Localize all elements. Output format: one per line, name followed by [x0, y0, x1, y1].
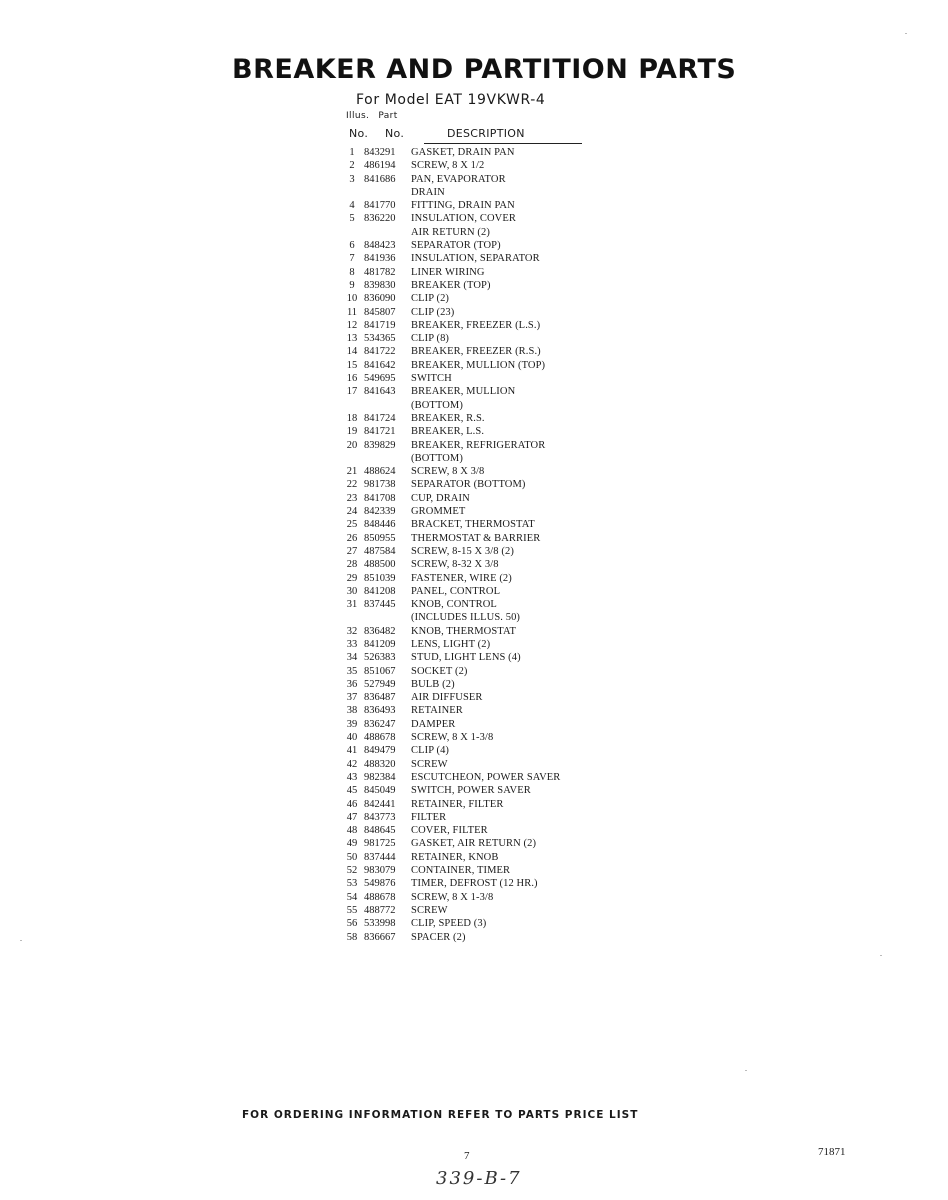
table-row	[343, 798, 603, 811]
description-line: LENS, LIGHT (2)	[411, 638, 491, 650]
description-line-continued: (BOTTOM)	[411, 452, 463, 464]
description-line: GROMMET	[411, 506, 466, 518]
illus-number: 27	[346, 545, 358, 557]
illus-number: 25	[346, 519, 358, 531]
illus-number: 42	[346, 758, 358, 770]
illus-number: 14	[346, 346, 358, 358]
part-description	[411, 638, 603, 651]
table-row	[343, 824, 603, 837]
description-line: COVER, FILTER	[411, 825, 488, 837]
illus-number: 35	[346, 665, 358, 677]
description-line: AIR DIFFUSER	[411, 692, 483, 704]
part-number: 851067	[364, 665, 396, 677]
table-row	[343, 851, 603, 864]
part-description	[411, 159, 603, 172]
part-description	[411, 532, 603, 545]
illus-number: 31	[346, 599, 358, 611]
description-line: CLIP, SPEED (3)	[411, 918, 487, 930]
part-description	[411, 744, 603, 757]
part-description	[411, 292, 603, 305]
part-number: 848645	[364, 825, 396, 837]
table-row	[343, 638, 603, 651]
description-line: CONTAINER, TIMER	[411, 865, 511, 877]
illus-number: 34	[346, 652, 358, 664]
table-row	[343, 744, 603, 757]
part-number: 841770	[364, 200, 396, 212]
table-row	[343, 252, 603, 265]
illus-no-header: No.	[349, 127, 369, 140]
illus-number: 15	[346, 359, 358, 371]
header-rule	[424, 143, 582, 144]
part-number: 488624	[364, 466, 396, 478]
description-line: GASKET, AIR RETURN (2)	[411, 838, 537, 850]
table-row	[343, 718, 603, 731]
description-line: CLIP (4)	[411, 745, 450, 757]
description-line: RETAINER, KNOB	[411, 851, 499, 863]
part-number: 487584	[364, 545, 396, 557]
table-row	[343, 146, 603, 159]
ordering-footer: FOR ORDERING INFORMATION REFER TO PARTS PRICE LIST	[242, 1109, 639, 1121]
part-number: 841208	[364, 585, 396, 597]
part-description	[411, 811, 603, 824]
part-number: 842339	[364, 506, 396, 518]
table-row	[343, 279, 603, 292]
part-description	[411, 199, 603, 212]
illus-number: 17	[346, 386, 358, 398]
illus-number: 20	[346, 439, 358, 451]
part-description	[411, 877, 603, 890]
description-line: SEPARATOR (BOTTOM)	[411, 479, 526, 491]
part-description	[411, 558, 603, 571]
part-number: 841936	[364, 253, 396, 265]
part-number: 837444	[364, 851, 396, 863]
part-number: 549876	[364, 878, 396, 890]
table-row	[343, 345, 603, 358]
table-row	[343, 359, 603, 372]
illus-number: 38	[346, 705, 358, 717]
table-row	[343, 931, 603, 944]
illus-number: 55	[346, 904, 358, 916]
illus-number: 24	[346, 506, 358, 518]
description-line: BREAKER, REFRIGERATOR	[411, 439, 546, 451]
part-description	[411, 425, 603, 438]
description-line: TIMER, DEFROST (12 HR.)	[411, 878, 538, 890]
part-description	[411, 306, 603, 319]
description-line: SCREW, 8-15 X 3/8 (2)	[411, 545, 514, 557]
column-header-top	[346, 111, 407, 121]
illus-number: 56	[346, 918, 358, 930]
part-number: 841724	[364, 412, 396, 424]
description-line: CUP, DRAIN	[411, 492, 470, 504]
table-row	[343, 877, 603, 890]
illus-number: 10	[346, 293, 358, 305]
description-line: SCREW, 8-32 X 3/8	[411, 559, 499, 571]
part-description	[411, 492, 603, 505]
part-description	[411, 731, 603, 744]
page-number: 7	[464, 1150, 470, 1162]
part-number: 837445	[364, 599, 396, 611]
part-description	[411, 385, 603, 412]
part-description	[411, 824, 603, 837]
illus-number: 49	[346, 838, 358, 850]
part-number: 841643	[364, 386, 396, 398]
description-line: SPACER (2)	[411, 931, 466, 943]
table-row	[343, 439, 603, 466]
table-row	[343, 585, 603, 598]
illus-number: 52	[346, 865, 358, 877]
table-row	[343, 758, 603, 771]
description-line: BULB (2)	[411, 678, 455, 690]
description-line-continued: (BOTTOM)	[411, 399, 463, 411]
part-description	[411, 518, 603, 531]
table-row	[343, 505, 603, 518]
illus-number: 2	[349, 160, 355, 172]
description-line: CLIP (2)	[411, 293, 450, 305]
part-number: 850955	[364, 532, 396, 544]
description-line: LINER WIRING	[411, 266, 485, 278]
part-no-header: No.	[385, 127, 405, 140]
illus-number: 11	[346, 306, 358, 318]
part-number: 526383	[364, 652, 396, 664]
part-description	[411, 332, 603, 345]
part-number: 841686	[364, 173, 396, 185]
part-description	[411, 505, 603, 518]
part-description	[411, 212, 603, 239]
part-description	[411, 864, 603, 877]
part-number: 836667	[364, 931, 396, 943]
scan-speck	[880, 955, 882, 956]
description-header: DESCRIPTION	[447, 127, 525, 140]
part-number: 841719	[364, 319, 396, 331]
table-row	[343, 518, 603, 531]
description-line: KNOB, THERMOSTAT	[411, 625, 516, 637]
table-row	[343, 319, 603, 332]
part-number: 488320	[364, 758, 396, 770]
illus-number: 22	[346, 479, 358, 491]
part-number: 836247	[364, 718, 396, 730]
illus-number: 16	[346, 373, 358, 385]
part-number: 534365	[364, 333, 396, 345]
illus-number: 26	[346, 532, 358, 544]
model-subtitle: For Model EAT 19VKWR-4	[356, 92, 546, 108]
table-row	[343, 598, 603, 625]
illus-number: 54	[346, 891, 358, 903]
part-number: 841708	[364, 492, 396, 504]
table-row	[343, 199, 603, 212]
illus-number: 18	[346, 412, 358, 424]
table-row	[343, 704, 603, 717]
table-row	[343, 678, 603, 691]
table-row	[343, 465, 603, 478]
description-line: SCREW, 8 X 3/8	[411, 466, 485, 478]
part-description	[411, 784, 603, 797]
part-description	[411, 319, 603, 332]
description-line: SCREW	[411, 904, 448, 916]
part-number: 851039	[364, 572, 396, 584]
part-description	[411, 412, 603, 425]
table-row	[343, 771, 603, 784]
table-row	[343, 478, 603, 491]
illus-number: 53	[346, 878, 358, 890]
table-row	[343, 412, 603, 425]
table-row	[343, 532, 603, 545]
illus-number: 43	[346, 771, 358, 783]
part-number: 843773	[364, 811, 396, 823]
description-line: ESCUTCHEON, POWER SAVER	[411, 771, 561, 783]
part-description	[411, 758, 603, 771]
illus-number: 33	[346, 638, 358, 650]
illus-number: 47	[346, 811, 358, 823]
part-number: 848423	[364, 240, 396, 252]
description-line: BREAKER, L.S.	[411, 426, 485, 438]
part-number: 486194	[364, 160, 396, 172]
description-line: FITTING, DRAIN PAN	[411, 200, 515, 212]
part-number: 841721	[364, 426, 396, 438]
table-row	[343, 784, 603, 797]
description-line: BREAKER, MULLION	[411, 386, 516, 398]
table-row	[343, 292, 603, 305]
part-description	[411, 625, 603, 638]
description-line: STUD, LIGHT LENS (4)	[411, 652, 521, 664]
illus-number: 4	[349, 200, 355, 212]
description-line: FASTENER, WIRE (2)	[411, 572, 512, 584]
part-number: 527949	[364, 678, 396, 690]
description-line: CLIP (23)	[411, 306, 455, 318]
description-line: RETAINER	[411, 705, 463, 717]
part-description	[411, 478, 603, 491]
illus-number: 37	[346, 692, 358, 704]
part-description	[411, 345, 603, 358]
illus-number: 46	[346, 798, 358, 810]
part-description	[411, 545, 603, 558]
part-number: 839829	[364, 439, 396, 451]
table-row	[343, 332, 603, 345]
part-description	[411, 651, 603, 664]
table-row	[343, 625, 603, 638]
description-line: SCREW	[411, 758, 448, 770]
table-row	[343, 492, 603, 505]
part-description	[411, 598, 603, 625]
part-number: 533998	[364, 918, 396, 930]
part-number: 842441	[364, 798, 396, 810]
part-description	[411, 678, 603, 691]
page-title: BREAKER AND PARTITION PARTS	[232, 54, 737, 85]
part-label: Part	[378, 111, 398, 121]
handwritten-annotation: 339-B-7	[436, 1168, 522, 1189]
description-line: BRACKET, THERMOSTAT	[411, 519, 535, 531]
description-line: BREAKER, R.S.	[411, 412, 485, 424]
illus-number: 23	[346, 492, 358, 504]
table-row	[343, 159, 603, 172]
table-row	[343, 891, 603, 904]
table-row	[343, 545, 603, 558]
part-number: 841209	[364, 638, 396, 650]
part-number: 841642	[364, 359, 396, 371]
part-description	[411, 665, 603, 678]
part-number: 982384	[364, 771, 396, 783]
part-description	[411, 252, 603, 265]
part-number: 549695	[364, 373, 396, 385]
part-description	[411, 585, 603, 598]
illus-label: Illus.	[346, 111, 370, 121]
part-description	[411, 359, 603, 372]
part-description	[411, 837, 603, 850]
table-row	[343, 266, 603, 279]
description-line: CLIP (8)	[411, 333, 450, 345]
illus-number: 8	[349, 266, 355, 278]
illus-number: 21	[346, 466, 358, 478]
parts-list	[343, 146, 603, 944]
description-line: FILTER	[411, 811, 447, 823]
description-line-continued: (INCLUDES ILLUS. 50)	[411, 612, 521, 624]
part-number: 845049	[364, 785, 396, 797]
scan-speck	[745, 1070, 747, 1071]
part-description	[411, 572, 603, 585]
table-row	[343, 173, 603, 200]
part-number: 836220	[364, 213, 396, 225]
part-number: 983079	[364, 865, 396, 877]
description-line-continued: DRAIN	[411, 186, 445, 198]
part-number: 845807	[364, 306, 396, 318]
description-line: PANEL, CONTROL	[411, 585, 501, 597]
part-number: 488678	[364, 732, 396, 744]
description-line: BREAKER, FREEZER (L.S.)	[411, 319, 541, 331]
description-line: THERMOSTAT & BARRIER	[411, 532, 541, 544]
scan-speck	[905, 33, 907, 34]
illus-number: 41	[346, 745, 358, 757]
illus-number: 6	[349, 240, 355, 252]
part-description	[411, 439, 603, 466]
table-row	[343, 864, 603, 877]
table-row	[343, 212, 603, 239]
column-header	[349, 127, 583, 143]
illus-number: 19	[346, 426, 358, 438]
description-line: BREAKER, MULLION (TOP)	[411, 359, 546, 371]
table-row	[343, 665, 603, 678]
illus-number: 1	[349, 147, 355, 158]
illus-number: 45	[346, 785, 358, 797]
description-line: SCREW, 8 X 1/2	[411, 160, 485, 172]
table-row	[343, 811, 603, 824]
illus-number: 9	[349, 279, 355, 291]
description-line: SOCKET (2)	[411, 665, 468, 677]
part-number: 843291	[364, 147, 396, 158]
document-number: 71871	[818, 1146, 846, 1158]
illus-number: 48	[346, 825, 358, 837]
part-description	[411, 931, 603, 944]
part-number: 848446	[364, 519, 396, 531]
part-description	[411, 266, 603, 279]
part-number: 849479	[364, 745, 396, 757]
part-number: 836493	[364, 705, 396, 717]
part-number: 488678	[364, 891, 396, 903]
description-line: SCREW, 8 X 1-3/8	[411, 732, 494, 744]
part-number: 981725	[364, 838, 396, 850]
description-line: GASKET, DRAIN PAN	[411, 147, 515, 158]
illus-number: 30	[346, 585, 358, 597]
illus-number: 40	[346, 732, 358, 744]
description-line: PAN, EVAPORATOR	[411, 173, 506, 185]
table-row	[343, 425, 603, 438]
part-description	[411, 798, 603, 811]
illus-number: 32	[346, 625, 358, 637]
part-number: 836090	[364, 293, 396, 305]
description-line: BREAKER, FREEZER (R.S.)	[411, 346, 541, 358]
description-line: BREAKER (TOP)	[411, 279, 491, 291]
part-number: 841722	[364, 346, 396, 358]
table-row	[343, 372, 603, 385]
illus-number: 39	[346, 718, 358, 730]
part-description	[411, 718, 603, 731]
part-description	[411, 891, 603, 904]
table-row	[343, 904, 603, 917]
illus-number: 58	[346, 931, 358, 943]
part-description	[411, 279, 603, 292]
part-description	[411, 465, 603, 478]
table-row	[343, 558, 603, 571]
part-description	[411, 704, 603, 717]
description-line: INSULATION, COVER	[411, 213, 516, 225]
part-description	[411, 146, 603, 159]
description-line: KNOB, CONTROL	[411, 599, 497, 611]
part-description	[411, 771, 603, 784]
part-number: 836487	[364, 692, 396, 704]
table-row	[343, 239, 603, 252]
illus-number: 13	[346, 333, 358, 345]
description-line-continued: AIR RETURN (2)	[411, 226, 490, 238]
description-line: SWITCH	[411, 373, 452, 385]
table-row	[343, 837, 603, 850]
table-row	[343, 306, 603, 319]
part-description	[411, 691, 603, 704]
part-number: 481782	[364, 266, 396, 278]
part-number: 981738	[364, 479, 396, 491]
part-number: 836482	[364, 625, 396, 637]
table-row	[343, 917, 603, 930]
part-description	[411, 917, 603, 930]
scan-speck	[20, 940, 22, 941]
illus-number: 5	[349, 213, 355, 225]
part-description	[411, 239, 603, 252]
part-description	[411, 904, 603, 917]
illus-number: 28	[346, 559, 358, 571]
table-row	[343, 572, 603, 585]
table-row	[343, 691, 603, 704]
table-row	[343, 651, 603, 664]
part-number: 488500	[364, 559, 396, 571]
part-number: 839830	[364, 279, 396, 291]
illus-number: 12	[346, 319, 358, 331]
description-line: SCREW, 8 X 1-3/8	[411, 891, 494, 903]
part-description	[411, 173, 603, 200]
illus-number: 3	[349, 173, 355, 185]
illus-number: 36	[346, 678, 358, 690]
part-description	[411, 372, 603, 385]
part-description	[411, 851, 603, 864]
description-line: SWITCH, POWER SAVER	[411, 785, 531, 797]
description-line: SEPARATOR (TOP)	[411, 240, 501, 252]
table-row	[343, 385, 603, 412]
description-line: DAMPER	[411, 718, 456, 730]
illus-number: 29	[346, 572, 358, 584]
illus-number: 50	[346, 851, 358, 863]
table-row	[343, 731, 603, 744]
illus-number: 7	[349, 253, 355, 265]
description-line: INSULATION, SEPARATOR	[411, 253, 540, 265]
part-number: 488772	[364, 904, 396, 916]
description-line: RETAINER, FILTER	[411, 798, 504, 810]
